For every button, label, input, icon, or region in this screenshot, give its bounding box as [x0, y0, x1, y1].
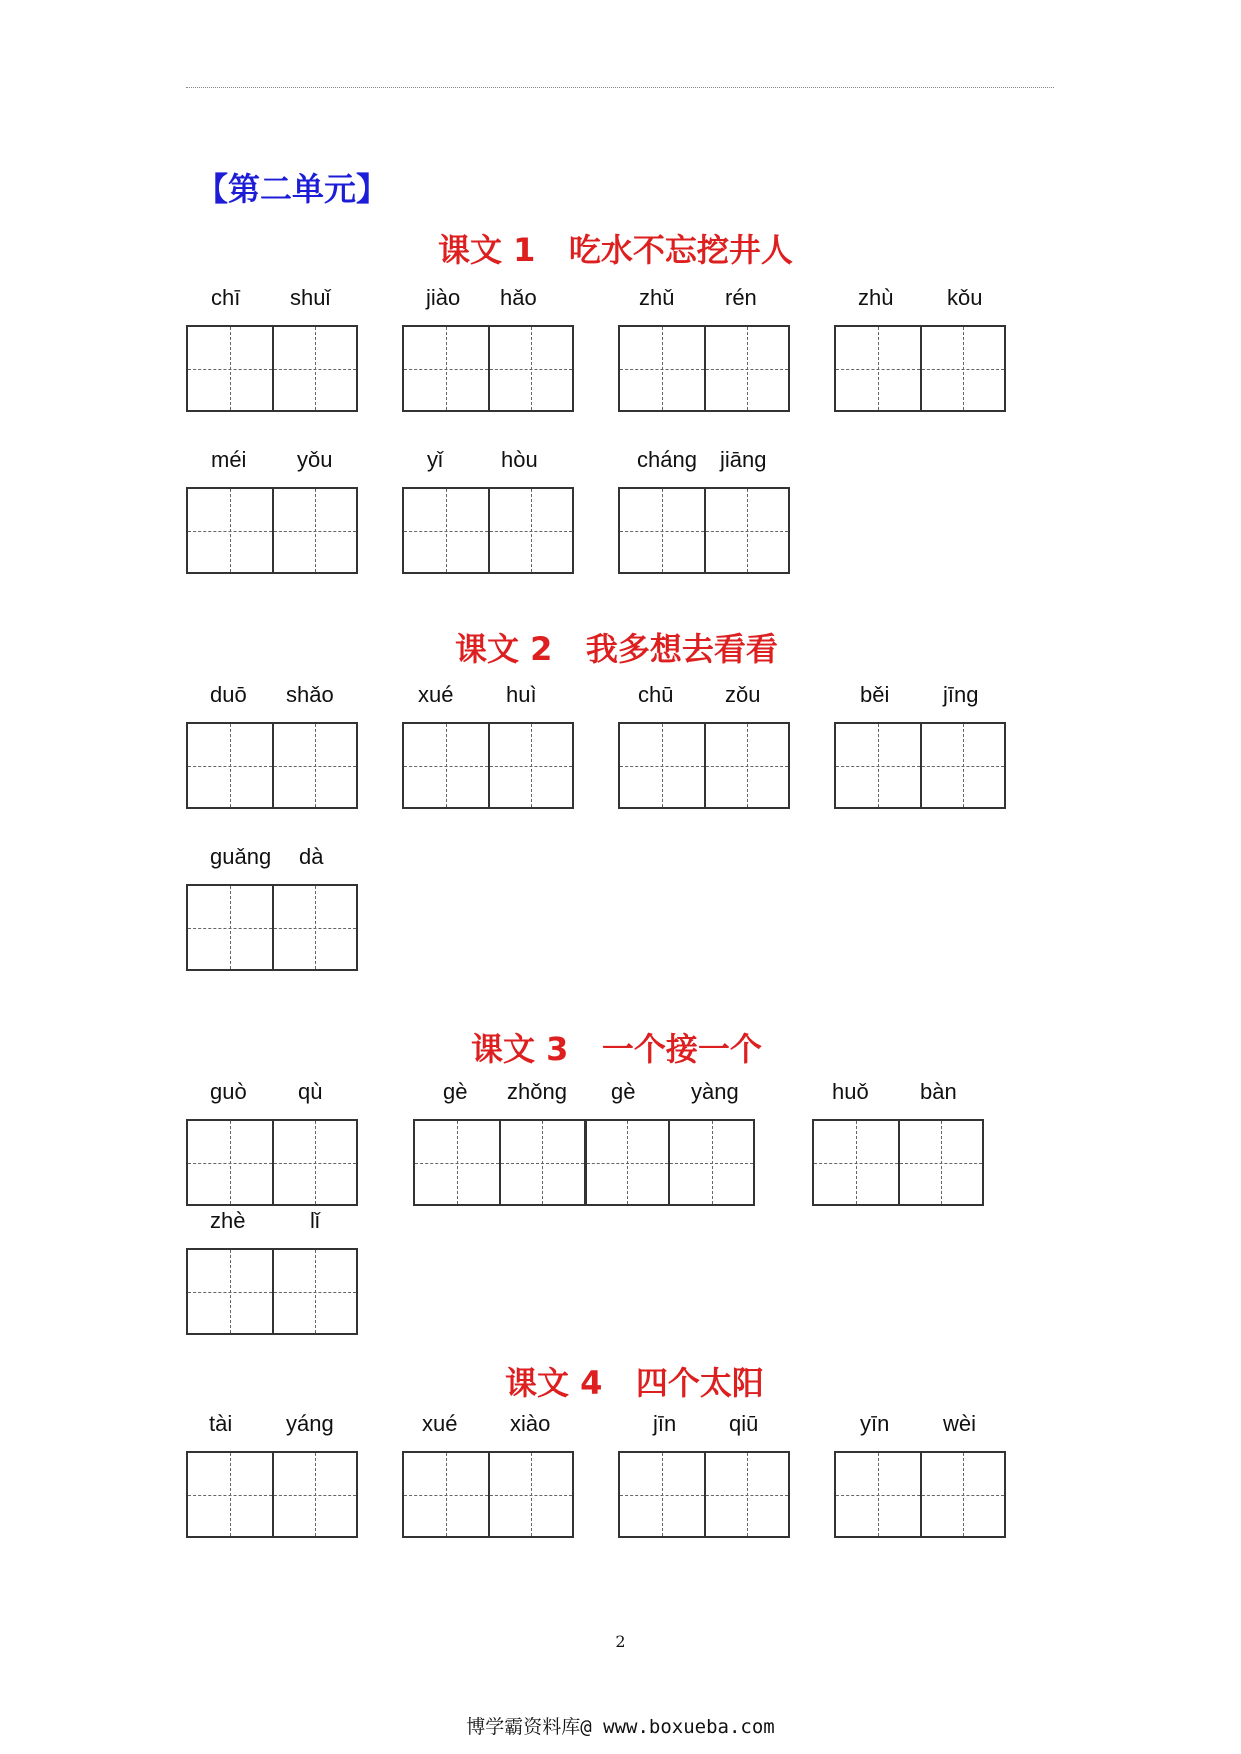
writing-grid[interactable]	[834, 722, 1006, 809]
lesson-2-title: 课文 2 我多想去看看	[455, 630, 778, 668]
writing-cell[interactable]	[836, 327, 920, 410]
pinyin-label: méi	[211, 447, 247, 472]
writing-cell[interactable]	[188, 327, 272, 410]
writing-cell[interactable]	[836, 1453, 920, 1536]
footer-watermark: 博学霸资料库@ www.boxueba.com	[466, 1716, 775, 1738]
unit-title: 【第二单元】	[196, 170, 389, 208]
writing-grid[interactable]	[402, 487, 574, 574]
pinyin-label: huì	[506, 682, 537, 707]
writing-grid[interactable]	[834, 325, 1006, 412]
writing-cell[interactable]	[404, 1453, 488, 1536]
pinyin-label: yīn	[860, 1411, 890, 1436]
writing-cell[interactable]	[499, 1121, 584, 1204]
pinyin-label: zhè	[210, 1208, 246, 1233]
pinyin-label: shǎo	[286, 682, 334, 707]
writing-grid[interactable]	[402, 1451, 574, 1538]
pinyin-label: zhǒng	[507, 1079, 567, 1104]
pinyin-label: cháng	[637, 447, 697, 472]
writing-cell[interactable]	[836, 724, 920, 807]
pinyin-label: jīn	[653, 1411, 677, 1436]
writing-cell[interactable]	[620, 724, 704, 807]
pinyin-label: gè	[611, 1079, 636, 1104]
writing-cell[interactable]	[272, 489, 357, 572]
writing-cell[interactable]	[814, 1121, 898, 1204]
writing-cell[interactable]	[704, 1453, 789, 1536]
writing-cell[interactable]	[488, 724, 573, 807]
writing-grid[interactable]	[402, 722, 574, 809]
writing-cell[interactable]	[620, 327, 704, 410]
writing-grid[interactable]	[186, 1119, 358, 1206]
pinyin-label: xué	[422, 1411, 458, 1436]
pinyin-label: yǐ	[427, 447, 443, 472]
pinyin-label: běi	[860, 682, 890, 707]
writing-grid[interactable]	[186, 722, 358, 809]
pinyin-label: chū	[638, 682, 674, 707]
writing-cell[interactable]	[920, 327, 1005, 410]
writing-cell[interactable]	[704, 327, 789, 410]
pinyin-label: xiào	[510, 1411, 551, 1436]
writing-grid[interactable]	[812, 1119, 984, 1206]
pinyin-label: zhù	[858, 285, 894, 310]
pinyin-label: huǒ	[832, 1079, 869, 1104]
writing-grid[interactable]	[618, 487, 790, 574]
writing-grid[interactable]	[186, 1451, 358, 1538]
writing-cell[interactable]	[188, 1121, 272, 1204]
pinyin-label: zhǔ	[639, 285, 675, 310]
writing-cell[interactable]	[188, 1453, 272, 1536]
writing-cell[interactable]	[620, 1453, 704, 1536]
writing-grid[interactable]	[186, 1248, 358, 1335]
writing-cell[interactable]	[188, 489, 272, 572]
pinyin-label: jiāng	[720, 447, 767, 472]
lesson-1-title: 课文 1 吃水不忘挖井人	[438, 231, 793, 269]
pinyin-label: jīng	[943, 682, 979, 707]
writing-cell[interactable]	[488, 1453, 573, 1536]
pinyin-label: qiū	[729, 1411, 759, 1436]
writing-grid[interactable]	[618, 325, 790, 412]
pinyin-label: yáng	[286, 1411, 334, 1436]
writing-grid[interactable]	[834, 1451, 1006, 1538]
pinyin-label: dà	[299, 844, 324, 869]
pinyin-label: yàng	[691, 1079, 739, 1104]
writing-grid[interactable]	[186, 325, 358, 412]
pinyin-label: chī	[211, 285, 241, 310]
pinyin-label: guǎng	[210, 844, 272, 869]
pinyin-label: xué	[418, 682, 454, 707]
pinyin-label: kǒu	[947, 285, 983, 310]
pinyin-label: shuǐ	[290, 285, 331, 310]
lesson-3-title: 课文 3 一个接一个	[471, 1030, 762, 1068]
pinyin-label: guò	[210, 1079, 247, 1104]
writing-grid[interactable]	[618, 1451, 790, 1538]
writing-cell[interactable]	[920, 724, 1005, 807]
page-number: 2	[615, 1632, 626, 1651]
writing-cell[interactable]	[898, 1121, 983, 1204]
writing-cell[interactable]	[415, 1121, 499, 1204]
writing-cell[interactable]	[188, 1250, 272, 1333]
pinyin-label: rén	[725, 285, 757, 310]
writing-cell[interactable]	[584, 1121, 669, 1204]
writing-cell[interactable]	[272, 1121, 357, 1204]
pinyin-label: zǒu	[725, 682, 761, 707]
pinyin-label: jiào	[426, 285, 461, 310]
writing-grid[interactable]	[402, 325, 574, 412]
pinyin-label: hǎo	[500, 285, 537, 310]
writing-cell[interactable]	[668, 1121, 753, 1204]
pinyin-label: gè	[443, 1079, 468, 1104]
writing-cell[interactable]	[704, 489, 789, 572]
writing-grid[interactable]	[186, 487, 358, 574]
writing-grid[interactable]	[186, 884, 358, 971]
lesson-4-title: 课文 4 四个太阳	[505, 1364, 764, 1402]
writing-cell[interactable]	[704, 724, 789, 807]
header-rule	[186, 87, 1054, 88]
writing-cell[interactable]	[488, 327, 573, 410]
pinyin-label: qù	[298, 1079, 323, 1104]
pinyin-label: lǐ	[310, 1208, 320, 1233]
writing-cell[interactable]	[272, 724, 357, 807]
writing-cell[interactable]	[920, 1453, 1005, 1536]
writing-cell[interactable]	[272, 1453, 357, 1536]
writing-cell[interactable]	[188, 724, 272, 807]
pinyin-label: bàn	[920, 1079, 957, 1104]
writing-cell[interactable]	[272, 886, 357, 969]
pinyin-label: duō	[210, 682, 247, 707]
pinyin-label: hòu	[501, 447, 538, 472]
writing-cell[interactable]	[188, 886, 272, 969]
pinyin-label: wèi	[943, 1411, 977, 1436]
writing-cell[interactable]	[620, 489, 704, 572]
writing-grid[interactable]	[618, 722, 790, 809]
writing-cell[interactable]	[272, 1250, 357, 1333]
pinyin-label: tài	[209, 1411, 233, 1436]
writing-cell[interactable]	[404, 327, 488, 410]
writing-cell[interactable]	[404, 724, 488, 807]
writing-cell[interactable]	[488, 489, 573, 572]
writing-cell[interactable]	[272, 327, 357, 410]
pinyin-label: yǒu	[297, 447, 333, 472]
writing-grid[interactable]	[413, 1119, 755, 1206]
writing-cell[interactable]	[404, 489, 488, 572]
